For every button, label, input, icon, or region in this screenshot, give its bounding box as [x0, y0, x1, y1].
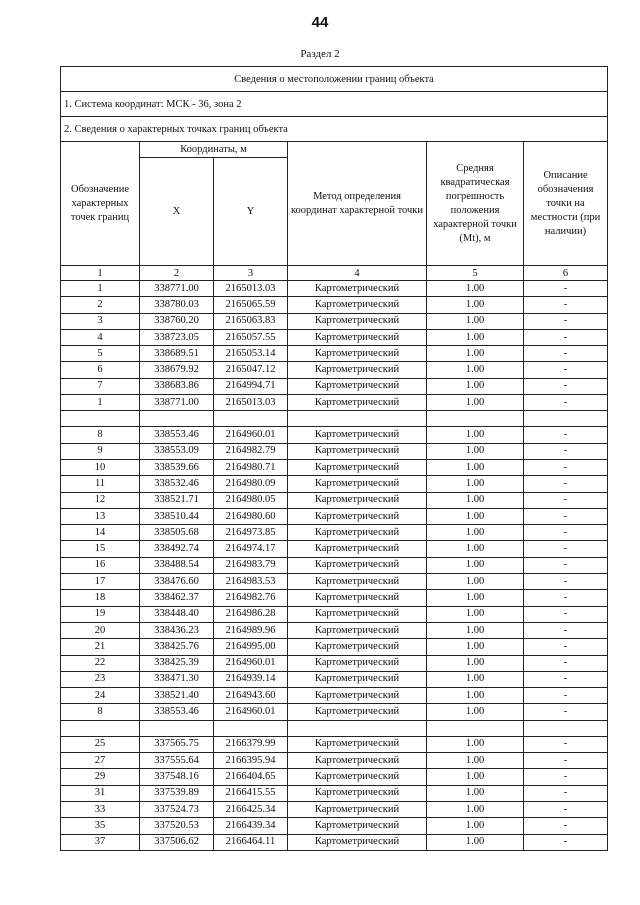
mt-value-cell: 1.00 [427, 443, 524, 459]
mt-value-cell: 1.00 [427, 427, 524, 443]
point-number-cell: 15 [61, 541, 140, 557]
coord-y-cell: 2164994.71 [214, 378, 288, 394]
points-heading-row: 2. Сведения о характерных точках границ объекта [61, 117, 608, 142]
empty-cell [214, 720, 288, 736]
mt-value-cell: 1.00 [427, 492, 524, 508]
empty-cell [427, 720, 524, 736]
table-row [61, 753, 608, 769]
section-title: Раздел 2 [300, 48, 340, 60]
header-method: Метод определения координат характерной точки [288, 142, 427, 266]
mt-value-cell: 1.00 [427, 574, 524, 590]
empty-cell [524, 411, 608, 427]
coord-x-cell: 338723.05 [140, 329, 214, 345]
coord-x-cell: 338771.00 [140, 395, 214, 411]
mt-value-cell: 1.00 [427, 281, 524, 297]
mt-value-cell: 1.00 [427, 362, 524, 378]
coord-x-cell: 338553.09 [140, 443, 214, 459]
header-mt: Средняя квадратическая погрешность положения характерной точки (Mt), м [427, 142, 524, 266]
table-row [61, 281, 608, 297]
coord-x-cell: 338539.66 [140, 459, 214, 475]
method-cell: Картометрический [288, 395, 427, 411]
point-number-cell: 23 [61, 671, 140, 687]
coord-x-cell: 338448.40 [140, 606, 214, 622]
table-row [61, 590, 608, 606]
coord-y-cell: 2165065.59 [214, 297, 288, 313]
coord-y-cell: 2165047.12 [214, 362, 288, 378]
description-cell: - [524, 459, 608, 475]
point-number-cell: 1 [61, 281, 140, 297]
coord-x-cell: 337524.73 [140, 801, 214, 817]
coord-y-cell: 2164989.96 [214, 622, 288, 638]
point-number-cell: 31 [61, 785, 140, 801]
method-cell: Картометрический [288, 606, 427, 622]
method-cell: Картометрический [288, 443, 427, 459]
coord-x-cell: 338488.54 [140, 557, 214, 573]
description-cell: - [524, 736, 608, 752]
point-number-cell: 25 [61, 736, 140, 752]
coord-y-cell: 2165057.55 [214, 329, 288, 345]
header-point: Обозначение характерных точек границ [61, 142, 140, 266]
point-number-cell: 21 [61, 639, 140, 655]
coord-y-cell: 2166439.34 [214, 818, 288, 834]
method-cell: Картометрический [288, 492, 427, 508]
coord-y-cell: 2164960.01 [214, 704, 288, 720]
description-cell: - [524, 785, 608, 801]
table-row [61, 476, 608, 492]
empty-cell [61, 411, 140, 427]
description-cell: - [524, 622, 608, 638]
point-number-cell: 13 [61, 508, 140, 524]
point-number-cell: 22 [61, 655, 140, 671]
mt-value-cell: 1.00 [427, 655, 524, 671]
coord-x-cell: 338462.37 [140, 590, 214, 606]
point-number-cell: 14 [61, 525, 140, 541]
description-cell: - [524, 508, 608, 524]
method-cell: Картометрический [288, 704, 427, 720]
mt-value-cell: 1.00 [427, 639, 524, 655]
point-number-cell: 27 [61, 753, 140, 769]
method-cell: Картометрический [288, 313, 427, 329]
mt-value-cell: 1.00 [427, 590, 524, 606]
description-cell: - [524, 639, 608, 655]
empty-cell [214, 411, 288, 427]
point-number-cell: 2 [61, 297, 140, 313]
mt-value-cell: 1.00 [427, 525, 524, 541]
mt-value-cell: 1.00 [427, 329, 524, 345]
coord-x-cell: 338760.20 [140, 313, 214, 329]
description-cell: - [524, 443, 608, 459]
method-cell: Картометрический [288, 785, 427, 801]
table-row [61, 655, 608, 671]
table-title: Сведения о местоположении границ объекта [61, 67, 608, 92]
description-cell: - [524, 346, 608, 362]
coord-y-cell: 2166404.65 [214, 769, 288, 785]
mt-value-cell: 1.00 [427, 606, 524, 622]
empty-cell [140, 720, 214, 736]
table-row [61, 639, 608, 655]
point-number-cell: 12 [61, 492, 140, 508]
description-cell: - [524, 671, 608, 687]
description-cell: - [524, 313, 608, 329]
method-cell: Картометрический [288, 639, 427, 655]
mt-value-cell: 1.00 [427, 313, 524, 329]
point-number-cell: 19 [61, 606, 140, 622]
method-cell: Картометрический [288, 622, 427, 638]
coord-y-cell: 2164960.01 [214, 655, 288, 671]
coord-x-cell: 338679.92 [140, 362, 214, 378]
table-row [61, 443, 608, 459]
mt-value-cell: 1.00 [427, 801, 524, 817]
method-cell: Картометрический [288, 834, 427, 850]
coord-x-cell: 338780.03 [140, 297, 214, 313]
table-row [61, 606, 608, 622]
description-cell: - [524, 801, 608, 817]
point-number-cell: 20 [61, 622, 140, 638]
description-cell: - [524, 769, 608, 785]
coord-y-cell: 2166425.34 [214, 801, 288, 817]
table-row [61, 378, 608, 394]
coord-x-cell: 338492.74 [140, 541, 214, 557]
table-row [61, 704, 608, 720]
description-cell: - [524, 655, 608, 671]
coord-y-cell: 2164980.71 [214, 459, 288, 475]
coord-y-cell: 2164986.28 [214, 606, 288, 622]
coord-x-cell: 338521.40 [140, 688, 214, 704]
mt-value-cell: 1.00 [427, 688, 524, 704]
header-x: X [140, 158, 214, 266]
coord-x-cell: 338471.30 [140, 671, 214, 687]
description-cell: - [524, 329, 608, 345]
coord-y-cell: 2164982.79 [214, 443, 288, 459]
table-row [61, 557, 608, 573]
coord-y-cell: 2164974.17 [214, 541, 288, 557]
point-number-cell: 17 [61, 574, 140, 590]
coord-x-cell: 337555.64 [140, 753, 214, 769]
coord-x-cell: 338553.46 [140, 704, 214, 720]
coord-x-cell: 338510.44 [140, 508, 214, 524]
point-number-cell: 29 [61, 769, 140, 785]
coord-y-cell: 2164983.79 [214, 557, 288, 573]
coord-y-cell: 2165053.14 [214, 346, 288, 362]
coord-x-cell: 338505.68 [140, 525, 214, 541]
column-number: 2 [140, 266, 214, 281]
coord-x-cell: 338771.00 [140, 281, 214, 297]
description-cell: - [524, 525, 608, 541]
table-row [61, 459, 608, 475]
table-row [61, 492, 608, 508]
empty-cell [140, 411, 214, 427]
table-row [61, 297, 608, 313]
coord-x-cell: 338425.76 [140, 639, 214, 655]
column-numbers-row [61, 266, 608, 281]
empty-cell [288, 720, 427, 736]
method-cell: Картометрический [288, 769, 427, 785]
point-number-cell: 24 [61, 688, 140, 704]
coord-y-cell: 2166379.99 [214, 736, 288, 752]
table-row [61, 395, 608, 411]
point-number-cell: 18 [61, 590, 140, 606]
mt-value-cell: 1.00 [427, 297, 524, 313]
method-cell: Картометрический [288, 346, 427, 362]
empty-cell [524, 720, 608, 736]
table-row [61, 427, 608, 443]
coord-y-cell: 2165063.83 [214, 313, 288, 329]
description-cell: - [524, 688, 608, 704]
coord-x-cell: 337520.53 [140, 818, 214, 834]
column-number: 3 [214, 266, 288, 281]
method-cell: Картометрический [288, 362, 427, 378]
method-cell: Картометрический [288, 329, 427, 345]
point-number-cell: 16 [61, 557, 140, 573]
method-cell: Картометрический [288, 525, 427, 541]
description-cell: - [524, 395, 608, 411]
point-number-cell: 8 [61, 427, 140, 443]
point-number-cell: 3 [61, 313, 140, 329]
mt-value-cell: 1.00 [427, 769, 524, 785]
method-cell: Картометрический [288, 688, 427, 704]
empty-cell [288, 411, 427, 427]
description-cell: - [524, 818, 608, 834]
header-y: Y [214, 158, 288, 266]
coord-x-cell: 337506.62 [140, 834, 214, 850]
method-cell: Картометрический [288, 476, 427, 492]
table-row [61, 525, 608, 541]
coord-y-cell: 2164943.60 [214, 688, 288, 704]
mt-value-cell: 1.00 [427, 557, 524, 573]
mt-value-cell: 1.00 [427, 671, 524, 687]
table-row [61, 818, 608, 834]
method-cell: Картометрический [288, 736, 427, 752]
point-number-cell: 11 [61, 476, 140, 492]
table-row [61, 785, 608, 801]
method-cell: Картометрический [288, 655, 427, 671]
coord-x-cell: 338689.51 [140, 346, 214, 362]
table-row [61, 313, 608, 329]
mt-value-cell: 1.00 [427, 834, 524, 850]
description-cell: - [524, 606, 608, 622]
description-cell: - [524, 281, 608, 297]
coord-x-cell: 338436.23 [140, 622, 214, 638]
description-cell: - [524, 753, 608, 769]
method-cell: Картометрический [288, 427, 427, 443]
table-row [61, 671, 608, 687]
table-row [61, 541, 608, 557]
boundary-points-table [60, 66, 608, 851]
table-row [61, 346, 608, 362]
coord-y-cell: 2165013.03 [214, 395, 288, 411]
table-row [61, 688, 608, 704]
coord-x-cell: 338476.60 [140, 574, 214, 590]
mt-value-cell: 1.00 [427, 541, 524, 557]
method-cell: Картометрический [288, 378, 427, 394]
column-number: 1 [61, 266, 140, 281]
coord-y-cell: 2166395.94 [214, 753, 288, 769]
method-cell: Картометрический [288, 508, 427, 524]
point-number-cell: 37 [61, 834, 140, 850]
coord-x-cell: 338425.39 [140, 655, 214, 671]
point-number-cell: 6 [61, 362, 140, 378]
point-number-cell: 10 [61, 459, 140, 475]
coord-y-cell: 2164980.05 [214, 492, 288, 508]
method-cell: Картометрический [288, 557, 427, 573]
description-cell: - [524, 590, 608, 606]
mt-value-cell: 1.00 [427, 704, 524, 720]
coord-x-cell: 338532.46 [140, 476, 214, 492]
coord-y-cell: 2164980.60 [214, 508, 288, 524]
method-cell: Картометрический [288, 590, 427, 606]
method-cell: Картометрический [288, 818, 427, 834]
table-row [61, 329, 608, 345]
point-number-cell: 4 [61, 329, 140, 345]
description-cell: - [524, 476, 608, 492]
page-number: 44 [311, 14, 329, 31]
table-row [61, 362, 608, 378]
method-cell: Картометрический [288, 753, 427, 769]
coord-system-row: 1. Система координат: МСК - 36, зона 2 [61, 92, 608, 117]
coord-y-cell: 2164960.01 [214, 427, 288, 443]
mt-value-cell: 1.00 [427, 476, 524, 492]
point-number-cell: 8 [61, 704, 140, 720]
mt-value-cell: 1.00 [427, 508, 524, 524]
coord-y-cell: 2166464.11 [214, 834, 288, 850]
mt-value-cell: 1.00 [427, 818, 524, 834]
table-row [61, 622, 608, 638]
header-desc: Описание обозначения точки на местности (при наличии) [524, 142, 608, 266]
table-row [61, 801, 608, 817]
mt-value-cell: 1.00 [427, 346, 524, 362]
point-number-cell: 7 [61, 378, 140, 394]
method-cell: Картометрический [288, 541, 427, 557]
point-number-cell: 1 [61, 395, 140, 411]
description-cell: - [524, 704, 608, 720]
coord-x-cell: 338521.71 [140, 492, 214, 508]
table-row [61, 769, 608, 785]
coord-y-cell: 2166415.55 [214, 785, 288, 801]
mt-value-cell: 1.00 [427, 395, 524, 411]
coord-y-cell: 2164982.76 [214, 590, 288, 606]
table-row [61, 574, 608, 590]
mt-value-cell: 1.00 [427, 622, 524, 638]
coord-y-cell: 2164995.00 [214, 639, 288, 655]
coord-y-cell: 2164939.14 [214, 671, 288, 687]
method-cell: Картометрический [288, 671, 427, 687]
method-cell: Картометрический [288, 801, 427, 817]
coord-x-cell: 337539.89 [140, 785, 214, 801]
point-number-cell: 9 [61, 443, 140, 459]
description-cell: - [524, 574, 608, 590]
column-number: 4 [288, 266, 427, 281]
point-number-cell: 33 [61, 801, 140, 817]
mt-value-cell: 1.00 [427, 736, 524, 752]
empty-cell [427, 411, 524, 427]
empty-cell [61, 720, 140, 736]
point-number-cell: 35 [61, 818, 140, 834]
method-cell: Картометрический [288, 297, 427, 313]
mt-value-cell: 1.00 [427, 785, 524, 801]
point-number-cell: 5 [61, 346, 140, 362]
description-cell: - [524, 378, 608, 394]
coord-y-cell: 2165013.03 [214, 281, 288, 297]
mt-value-cell: 1.00 [427, 459, 524, 475]
table-row [61, 736, 608, 752]
coord-y-cell: 2164983.53 [214, 574, 288, 590]
coord-x-cell: 338683.86 [140, 378, 214, 394]
mt-value-cell: 1.00 [427, 378, 524, 394]
method-cell: Картометрический [288, 574, 427, 590]
coord-y-cell: 2164973.85 [214, 525, 288, 541]
table-row [61, 834, 608, 850]
coord-y-cell: 2164980.09 [214, 476, 288, 492]
description-cell: - [524, 297, 608, 313]
description-cell: - [524, 362, 608, 378]
coord-x-cell: 338553.46 [140, 427, 214, 443]
column-number: 6 [524, 266, 608, 281]
coord-x-cell: 337548.16 [140, 769, 214, 785]
header-coords: Координаты, м [140, 142, 288, 158]
description-cell: - [524, 541, 608, 557]
method-cell: Картометрический [288, 459, 427, 475]
method-cell: Картометрический [288, 281, 427, 297]
mt-value-cell: 1.00 [427, 753, 524, 769]
separator-row [61, 411, 608, 427]
coord-x-cell: 337565.75 [140, 736, 214, 752]
separator-row [61, 720, 608, 736]
column-number: 5 [427, 266, 524, 281]
description-cell: - [524, 492, 608, 508]
table-body [61, 281, 608, 851]
description-cell: - [524, 427, 608, 443]
table-row [61, 508, 608, 524]
description-cell: - [524, 557, 608, 573]
description-cell: - [524, 834, 608, 850]
